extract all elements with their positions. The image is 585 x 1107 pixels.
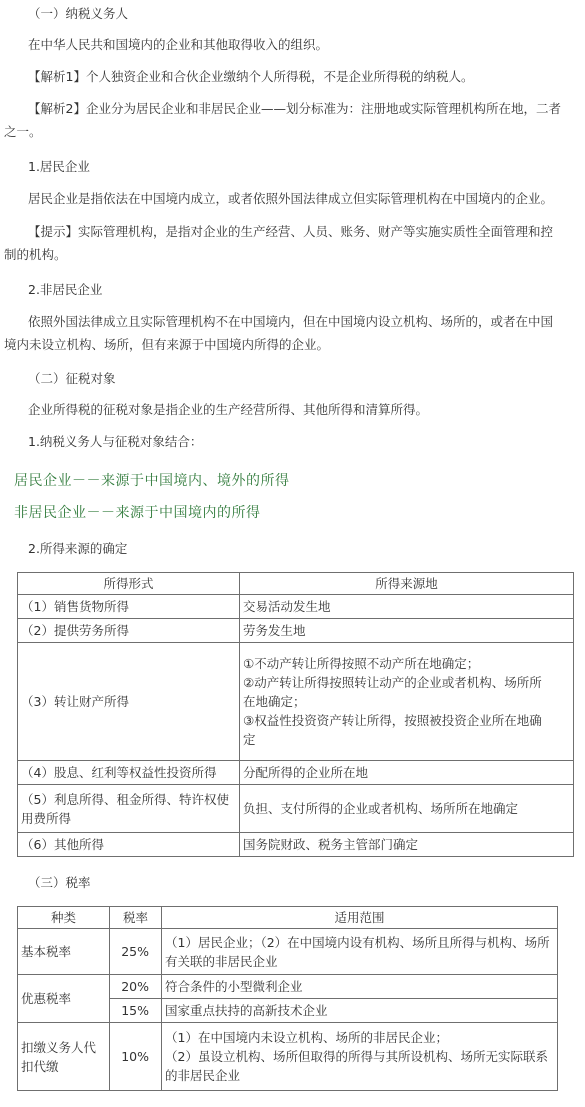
- section-heading-tax-object: （二）征税对象: [28, 371, 116, 386]
- scope-line: （2）虽设立机构、场所但取得的所得与其所设机构、场所无实际联系的非居民企业: [165, 1049, 548, 1083]
- income-form-cell: （5）利息所得、租金所得、特许权使用费所得: [18, 785, 240, 833]
- income-source-cell: [240, 643, 574, 761]
- income-source-cell: 交易活动发生地: [240, 595, 574, 619]
- income-source-title: 2.所得来源的确定: [28, 541, 128, 556]
- income-form-cell: （3）转让财产所得: [18, 643, 240, 761]
- section-heading-tax-rate: （三）税率: [28, 875, 91, 890]
- table-row: [18, 785, 574, 833]
- analysis-2-line-1: 【解析2】企业分为居民企业和非居民企业——划分标准为：注册地或实际管理机构所在地，二者: [28, 101, 561, 116]
- tip-line-2: 制的机构。: [4, 247, 67, 262]
- source-line: ①不动产转让所得按照不动产所在地确定；: [243, 656, 480, 671]
- table-row: [18, 761, 574, 785]
- rate-scope-cell: 国家重点扶持的高新技术企业: [162, 999, 558, 1023]
- income-source-cell: 分配所得的企业所在地: [240, 761, 574, 785]
- source-line: ③权益性投资资产转让所得，按照被投资企业所在地确: [243, 713, 542, 728]
- section-heading-taxpayer: （一）纳税义务人: [28, 6, 129, 21]
- table-header-row: [18, 573, 574, 595]
- table-row-basic-rate: [18, 929, 558, 975]
- income-form-cell: （4）股息、红利等权益性投资所得: [18, 761, 240, 785]
- table-row-withholding-rate: [18, 1023, 558, 1091]
- column-header-scope: 适用范围: [162, 907, 558, 929]
- income-source-cell: 负担、支付所得的企业或者机构、场所所在地确定: [240, 785, 574, 833]
- rate-type-cell: 扣缴义务人代扣代缴: [18, 1023, 110, 1091]
- taxpayer-definition: 在中华人民共和国境内的企业和其他取得收入的组织。: [28, 37, 329, 52]
- rate-scope-cell: [162, 1023, 558, 1091]
- tax-rate-table: [17, 906, 558, 1091]
- table-header-row: [18, 907, 558, 929]
- resident-enterprise-definition: 居民企业是指依法在中国境内成立，或者依照外国法律成立但实际管理机构在中国境内的企业。: [28, 191, 554, 206]
- table-row-preferential-rate: [18, 975, 558, 999]
- column-header-income-form: 所得形式: [18, 573, 240, 595]
- handwritten-note-nonresident: 非居民企业－－来源于中国境内的所得: [14, 505, 261, 521]
- column-header-type: 种类: [18, 907, 110, 929]
- income-source-cell: 劳务发生地: [240, 619, 574, 643]
- income-source-cell: 国务院财政、税务主管部门确定: [240, 833, 574, 857]
- income-source-table: [17, 572, 574, 857]
- income-form-cell: （1）销售货物所得: [18, 595, 240, 619]
- rate-scope-cell: （1）居民企业；（2）在中国境内设有机构、场所且所得与机构、场所有关联的非居民企业: [162, 929, 558, 975]
- scope-line: （1）在中国境内未设立机构、场所的非居民企业；: [165, 1030, 448, 1045]
- table-row: [18, 619, 574, 643]
- rate-value-cell: 10%: [110, 1023, 162, 1091]
- tax-object-definition: 企业所得税的征税对象是指企业的生产经营所得、其他所得和清算所得。: [28, 402, 429, 417]
- table-row: [18, 595, 574, 619]
- rate-type-cell: 基本税率: [18, 929, 110, 975]
- taxpayer-object-combination-title: 1.纳税义务人与征税对象结合：: [28, 434, 203, 449]
- rate-value-cell: 15%: [110, 999, 162, 1023]
- table-row: [18, 643, 574, 761]
- rate-value-cell: 25%: [110, 929, 162, 975]
- table-row: [18, 833, 574, 857]
- analysis-1: 【解析1】个人独资企业和合伙企业缴纳个人所得税，不是企业所得税的纳税人。: [28, 69, 474, 84]
- source-line: 在地确定；: [243, 694, 306, 709]
- handwritten-note-resident: 居民企业－－来源于中国境内、境外的所得: [14, 473, 290, 489]
- source-line: 定: [243, 732, 256, 747]
- column-header-rate: 税率: [110, 907, 162, 929]
- nonresident-enterprise-title: 2.非居民企业: [28, 282, 103, 297]
- rate-scope-cell: 符合条件的小型微利企业: [162, 975, 558, 999]
- column-header-income-source: 所得来源地: [240, 573, 574, 595]
- source-line: ②动产转让所得按照转让动产的企业或者机构、场所所: [243, 675, 542, 690]
- analysis-2-line-2: 之一。: [4, 124, 42, 139]
- resident-enterprise-title: 1.居民企业: [28, 159, 90, 174]
- nonresident-definition-line-2: 境内未设立机构、场所，但有来源于中国境内所得的企业。: [4, 337, 330, 352]
- rate-type-cell: 优惠税率: [18, 975, 110, 1023]
- nonresident-definition-line-1: 依照外国法律成立且实际管理机构不在中国境内，但在中国境内设立机构、场所的，或者在中国: [28, 314, 554, 329]
- tip-line-1: 【提示】实际管理机构，是指对企业的生产经营、人员、账务、财产等实施实质性全面管理和控: [28, 224, 554, 239]
- income-form-cell: （6）其他所得: [18, 833, 240, 857]
- rate-value-cell: 20%: [110, 975, 162, 999]
- income-form-cell: （2）提供劳务所得: [18, 619, 240, 643]
